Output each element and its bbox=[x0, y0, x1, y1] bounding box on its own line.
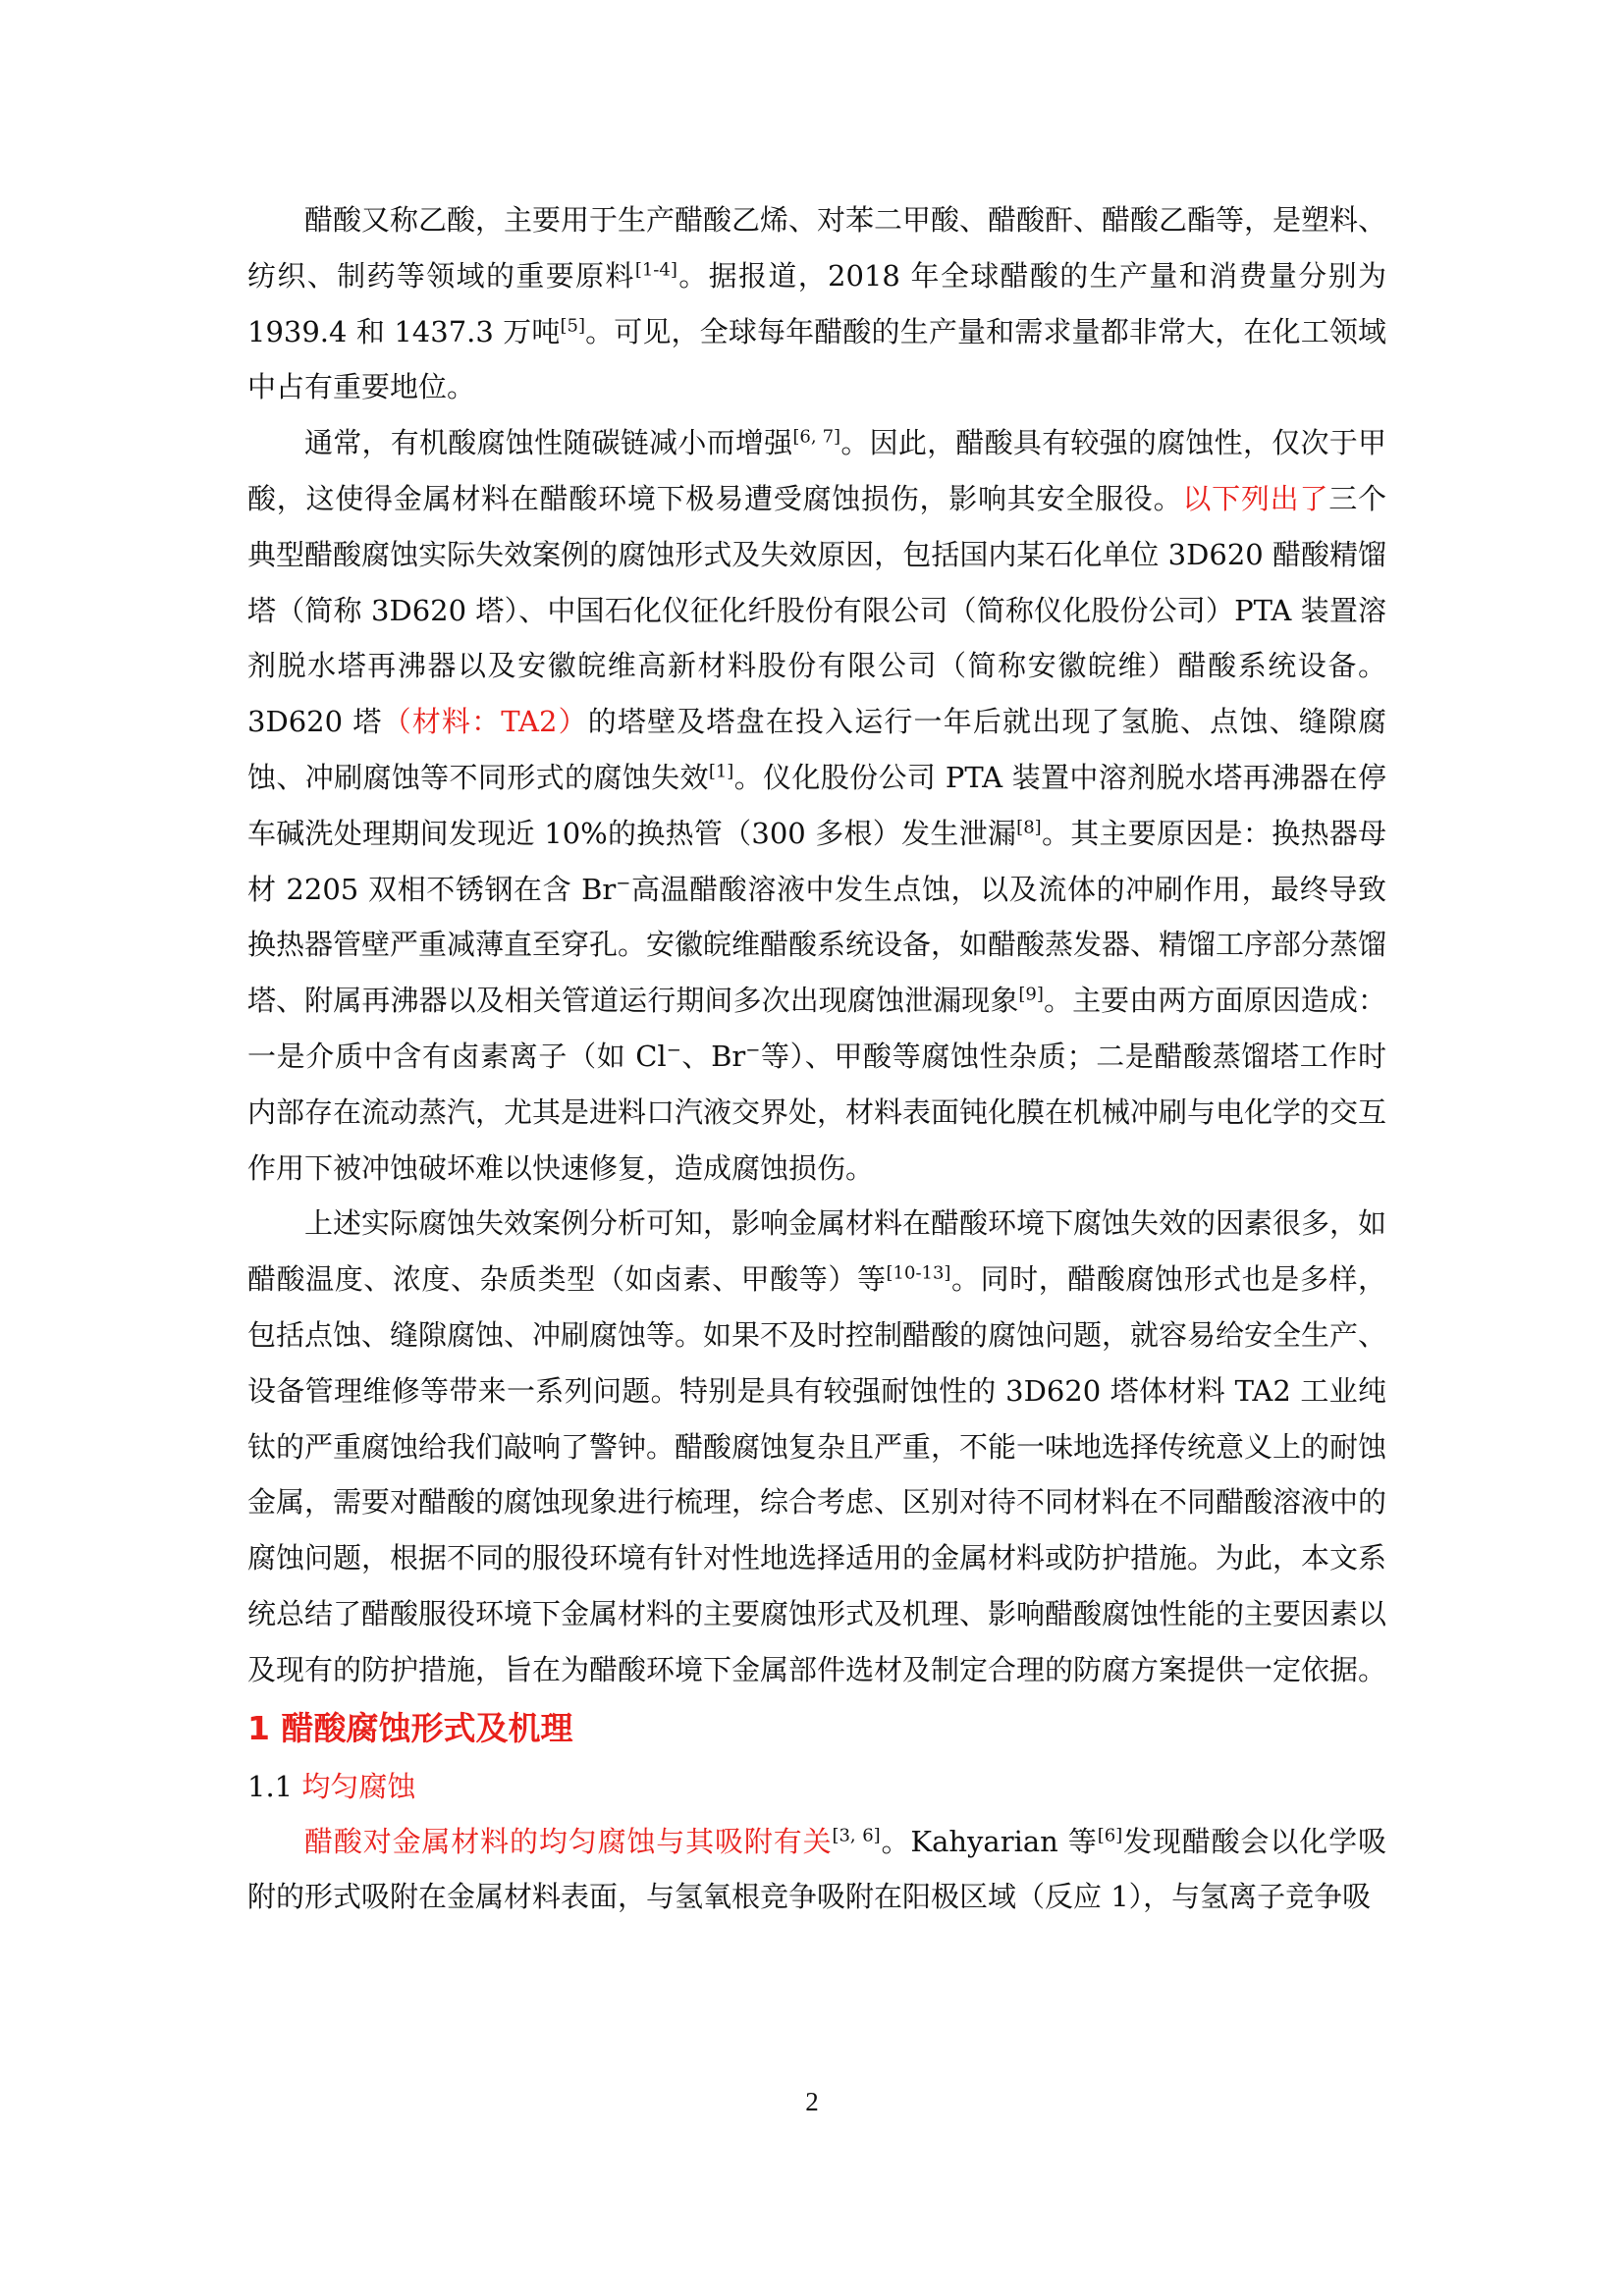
citation: [5] bbox=[560, 314, 585, 336]
text-run: 上述实际腐蚀失效案例分析可知，影响金属材料在醋酸环境下腐蚀失效的因素很多，如醋酸温度、浓度、杂质类型（如卤素、甲酸等）等 bbox=[247, 1206, 1387, 1297]
paragraph-3 bbox=[247, 1196, 1386, 1697]
text-run: 。其主要原因是：换热器母材 2205 双相不锈钢在含 Br bbox=[247, 816, 1386, 906]
text-run: 高温醋酸溶液中发生点蚀，以及流体的冲刷作用，最终导致换热器管壁严重减薄直至穿孔。安徽皖维醋酸系统设备，如醋酸蒸发器、精馏工序部分蒸馏塔、附属再沸器以及相关管道运行期间多次出现腐蚀泄漏现象 bbox=[247, 872, 1387, 1018]
text-run: 等）、甲酸等腐蚀性杂质；二是醋酸蒸馏塔工作时内部存在流动蒸汽，尤其是进料口汽液交界处，材料表面钝化膜在机械冲刷与电化学的交互作用下被冲蚀破坏难以快速修复，造成腐蚀损伤。 bbox=[247, 1039, 1387, 1185]
text-run: 的塔壁及塔盘在投入运行一年后就出现了氢脆、点蚀、缝隙腐蚀、冲刷腐蚀等不同形式的腐蚀失效 bbox=[247, 705, 1386, 794]
section-heading: 1 醋酸腐蚀形式及机理 bbox=[247, 1708, 573, 1747]
text-run: 通常，有机酸腐蚀性随碳链减小而增强 bbox=[304, 426, 793, 460]
highlighted-text: （材料：TA2） bbox=[382, 705, 588, 739]
citation: [8] bbox=[1016, 817, 1042, 838]
paragraph-1 bbox=[247, 192, 1386, 415]
subsection-heading bbox=[247, 1759, 1386, 1814]
subsection-number: 1.1 bbox=[247, 1769, 302, 1803]
text-run: 。仪化股份公司 PTA 装置中溶剂脱水塔再沸器在停车碱洗处理期间发现近 10%的换热管（300 多根）发生泄漏 bbox=[247, 760, 1386, 850]
text-run: 。据报道，2018 年全球醋酸的生产量和消费量分别为 1939.4 和 1437.3 万吨 bbox=[247, 258, 1386, 348]
text-run: 、Br bbox=[680, 1039, 746, 1073]
ion-charge: − bbox=[616, 872, 631, 893]
citation: [9] bbox=[1018, 984, 1044, 1005]
text-run: 。同时，醋酸腐蚀形式也是多样，包括点蚀、缝隙腐蚀、冲刷腐蚀等。如果不及时控制醋酸的腐蚀问题，就容易给安全生产、设备管理维修等带来一系列问题。特别是具有较强耐蚀性的 3D620 塔体材料 TA2 工业纯钛的严重腐蚀给我们敲响了警钟。醋酸腐蚀复杂且严重，不能一味地选择传统意义上的耐蚀金属，需要对醋酸的腐蚀现象进行梳理，综合考虑、区别对待不同材料在不同醋酸溶液中的腐蚀问题，根据不同的服役环境有针对性地选择适用的金属材料或防护措施。为此，本文系统总结了醋酸服役环境下金属材料的主要腐蚀形式及机理、影响醋酸腐蚀性能的主要因素以及现有的防护措施，旨在为醋酸环境下金属部件选材及制定合理的防腐方案提供一定依据。 bbox=[247, 1262, 1387, 1686]
text-run: 。可见，全球每年醋酸的生产量和需求量都非常大，在化工领域中占有重要地位。 bbox=[247, 314, 1386, 404]
subsection-title: 均匀腐蚀 bbox=[301, 1769, 416, 1803]
text-run: 发现醋酸会以化学吸附的形式吸附在金属材料表面，与氢氧根竞争吸附在阳极区域（反应 1），与氢离子竞争吸 bbox=[247, 1824, 1386, 1914]
ion-charge: − bbox=[666, 1040, 681, 1061]
citation: [1] bbox=[708, 761, 734, 782]
text-run: 三个典型醋酸腐蚀实际失效案例的腐蚀形式及失效原因，包括国内某石化单位 3D620 醋酸精馏塔（简称 3D620 塔）、中国石化仪征化纤股份有限公司（简称仪化股份公司）PTA 装置溶剂脱水塔再沸器以及安徽皖维高新材料股份有限公司（简称安徽皖维）醋酸系统设备。3D620 塔 bbox=[247, 481, 1386, 739]
highlighted-text: 以下列出了 bbox=[1182, 481, 1329, 515]
citation: [1-4] bbox=[634, 259, 677, 281]
text-run: 醋酸又称乙酸，主要用于生产醋酸乙烯、对苯二甲酸、醋酸酐、醋酸乙酯等，是塑料、纺织、制药等领域的重要原料 bbox=[247, 203, 1387, 293]
text-run: 。因此，醋酸具有较强的腐蚀性，仅次于甲酸，这使得金属材料在醋酸环境下极易遭受腐蚀损伤，影响其安全服役。 bbox=[247, 426, 1386, 515]
text-run: 。Kahyarian 等 bbox=[880, 1824, 1098, 1858]
citation: [10-13] bbox=[886, 1262, 951, 1284]
paragraph-2 bbox=[247, 415, 1386, 1196]
body-text bbox=[247, 192, 1386, 1925]
text-run: 。主要由两方面原因造成：一是介质中含有卤素离子（如 Cl bbox=[247, 984, 1386, 1073]
paragraph-4 bbox=[247, 1814, 1386, 1926]
page-number: 2 bbox=[805, 2087, 819, 2116]
citation: [3, 6] bbox=[832, 1824, 881, 1845]
ion-charge: − bbox=[745, 1040, 761, 1061]
citation: [6] bbox=[1097, 1824, 1123, 1845]
citation: [6, 7] bbox=[792, 426, 841, 448]
highlighted-text: 醋酸对金属材料的均匀腐蚀与其吸附有关 bbox=[304, 1824, 833, 1858]
